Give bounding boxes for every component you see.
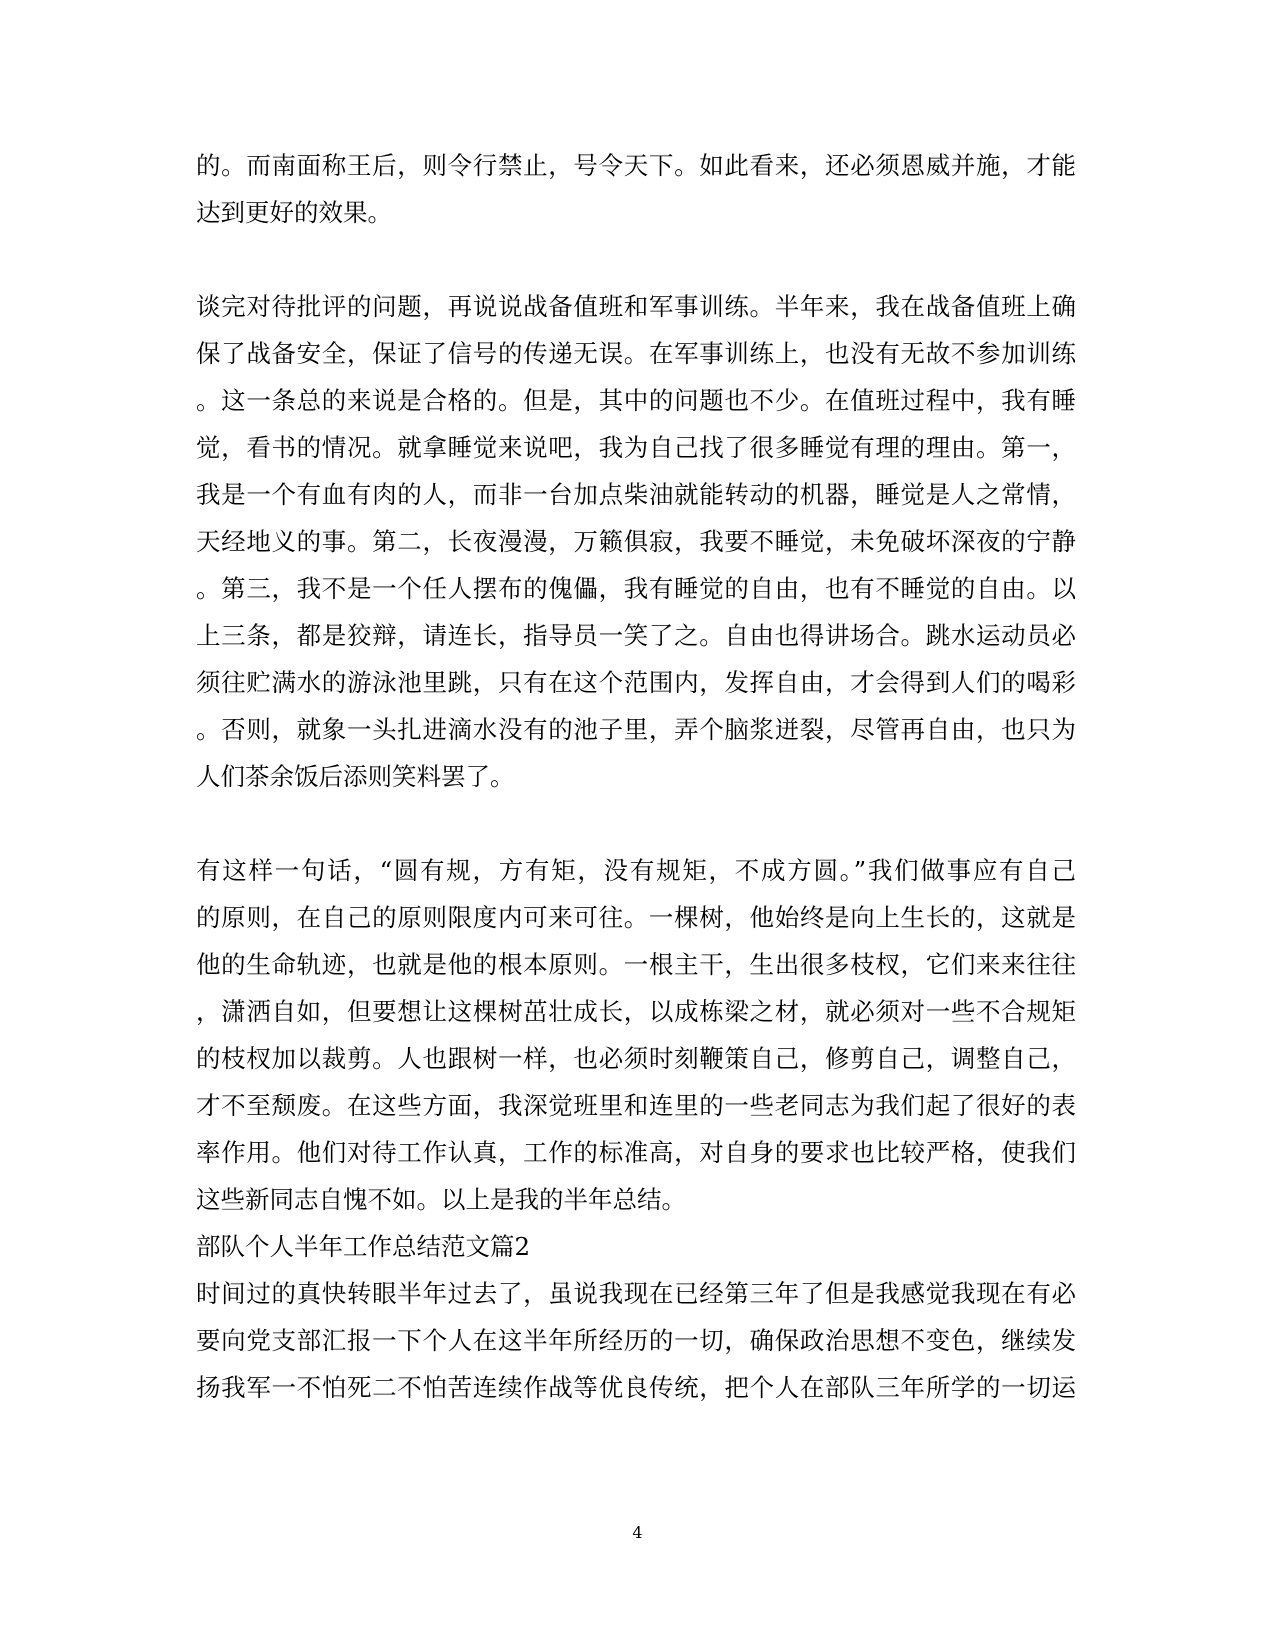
text-line: 这些新同志自愧不如。以上是我的半年总结。	[196, 1185, 686, 1214]
text-line: 人们茶余饭后添则笑料罢了。	[196, 762, 515, 791]
text-line: 须往贮满水的游泳池里跳，只有在这个范围内，发挥自由，才会得到人们的喝彩	[196, 668, 1076, 697]
text-line: 上三条，都是狡辩，请连长，指导员一笑了之。自由也得讲场合。跳水运动员必	[196, 621, 1076, 650]
page-number: 4	[632, 1523, 643, 1542]
text-line: 觉，看书的情况。就拿睡觉来说吧，我为自己找了很多睡觉有理的理由。第一，	[196, 433, 1076, 462]
text-line: 保了战备安全，保证了信号的传递无误。在军事训练上，也没有无故不参加训练	[196, 339, 1076, 368]
text-line: 谈完对待批评的问题，再说说战备值班和军事训练。半年来，我在战备值班上确	[196, 292, 1076, 321]
section-heading: 部队个人半年工作总结范文篇2	[196, 1232, 531, 1261]
text-line: 天经地义的事。第二，长夜漫漫，万籁俱寂，我要不睡觉，未免破坏深夜的宁静	[196, 527, 1076, 556]
text-line: 要向党支部汇报一下个人在这半年所经历的一切，确保政治思想不变色，继续发	[196, 1326, 1076, 1355]
text-line: 达到更好的效果。	[196, 198, 392, 227]
text-line: 的原则，在自己的原则限度内可来可往。一棵树，他始终是向上生长的，这就是	[196, 903, 1076, 932]
text-line: 我是一个有血有肉的人，而非一台加点柴油就能转动的机器，睡觉是人之常情，	[196, 480, 1076, 509]
text-line: 率作用。他们对待工作认真，工作的标准高，对自身的要求也比较严格，使我们	[196, 1138, 1076, 1167]
text-line: 有这样一句话，“圆有规，方有矩，没有规矩，不成方圆。”我们做事应有自己	[196, 856, 1076, 885]
text-line: 时间过的真快转眼半年过去了，虽说我现在已经第三年了但是我感觉我现在有必	[196, 1279, 1076, 1308]
text-line: 的。而南面称王后，则令行禁止，号令天下。如此看来，还必须恩威并施，才能	[196, 151, 1076, 180]
text-line: 。第三，我不是一个任人摆布的傀儡，我有睡觉的自由，也有不睡觉的自由。以	[196, 574, 1076, 603]
text-line: 。否则，就象一头扎进滴水没有的池子里，弄个脑浆迸裂，尽管再自由，也只为	[196, 715, 1076, 744]
text-line: 。这一条总的来说是合格的。但是，其中的问题也不少。在值班过程中，我有睡	[196, 386, 1076, 415]
text-line: 扬我军一不怕死二不怕苦连续作战等优良传统，把个人在部队三年所学的一切运	[196, 1373, 1076, 1402]
text-line: ，潇洒自如，但要想让这棵树茁壮成长，以成栋梁之材，就必须对一些不合规矩	[196, 997, 1076, 1026]
text-line: 才不至颓废。在这些方面，我深觉班里和连里的一些老同志为我们起了很好的表	[196, 1091, 1076, 1120]
text-line: 他的生命轨迹，也就是他的根本原则。一根主干，生出很多枝杈，它们来来往往	[196, 950, 1076, 979]
text-line: 的枝杈加以裁剪。人也跟树一样，也必须时刻鞭策自己，修剪自己，调整自己，	[196, 1044, 1076, 1073]
